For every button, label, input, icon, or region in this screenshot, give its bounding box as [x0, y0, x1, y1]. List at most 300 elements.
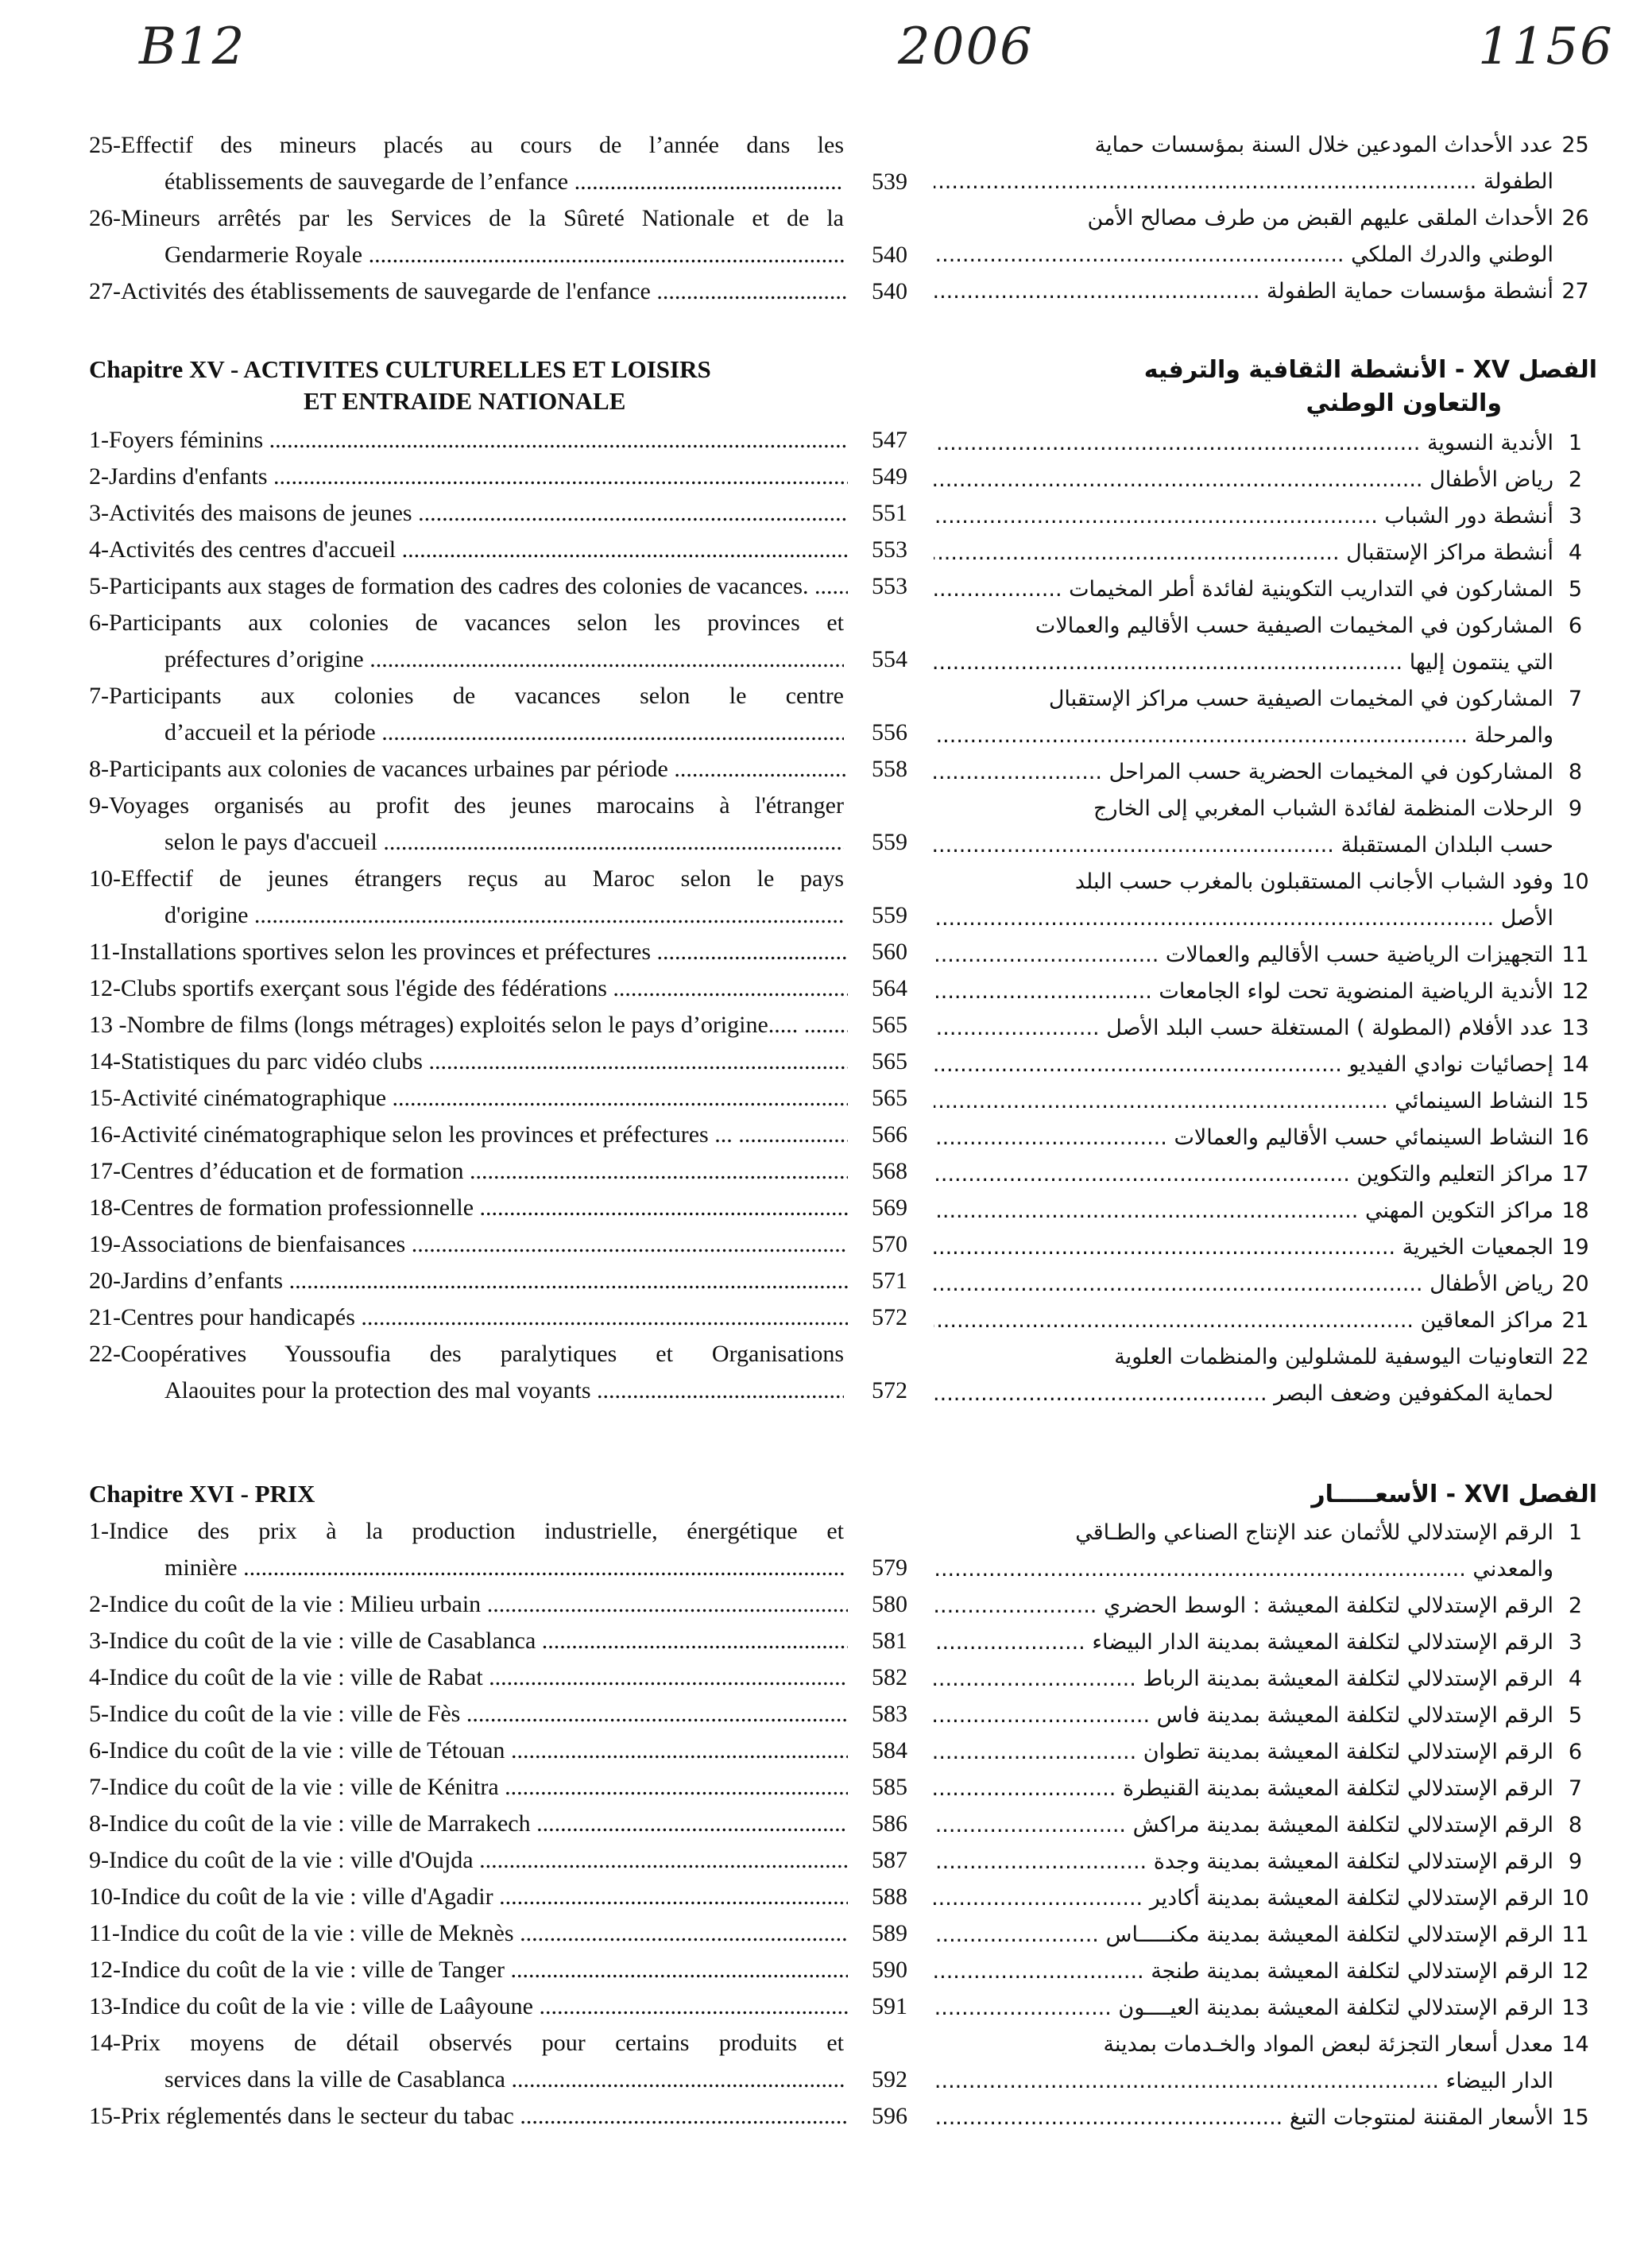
toc-entry-title-cont [934, 645, 1553, 681]
toc-entry-title-cont-text: والمعدني [1472, 1557, 1553, 1582]
toc-entry-title [89, 1952, 848, 1988]
toc-entry-title [934, 1156, 1553, 1193]
toc-entry-title [89, 2098, 848, 2135]
toc-entry-title-text: 17-Centres d’éducation et de formation [89, 1158, 464, 1184]
toc-entry-ar [934, 1734, 1597, 1771]
page-number: 589 [872, 1920, 907, 1946]
toc-entry-title-text: 22-Coopératives Youssoufia des paralytiques et Organisations [89, 1341, 844, 1367]
toc-entry-title [934, 571, 1553, 608]
toc-entry-title-text: 26-Mineurs arrêtés par les Services de la Sûreté Nationale et de la [89, 205, 844, 231]
toc-entry-title-text: 1-Indice des prix à la production industrielle, énergétique et [89, 1518, 844, 1544]
leader-dots [386, 1085, 848, 1111]
toc-entry-title-cont-text: d’accueil et la période [164, 719, 376, 745]
toc-entry-title [89, 1263, 848, 1299]
entry-number: 7 [1568, 687, 1583, 711]
toc-entry-title-text: مراكز التعليم والتكوين [1356, 1162, 1553, 1187]
toc-entry-title-text: المشاركون في التداريب التكوينية لفائدة أطر المخيمات [1069, 577, 1553, 602]
page-number: 553 [872, 536, 907, 563]
toc-entry-title [89, 1586, 848, 1623]
fr-chapter-15-entries [89, 422, 907, 1409]
toc-entry-title-text: الرقم الإستدلالي لتكلفة المعيشة بمدينة فاس [1156, 1703, 1553, 1728]
toc-entry-title [89, 861, 844, 897]
toc-entry-title-text: 10-Indice du coût de la vie : ville d'Agadir [89, 1884, 493, 1910]
toc-entry-fr [89, 1915, 907, 1952]
leader-dots [464, 1158, 848, 1184]
toc-entry-title-text: 9-Voyages organisés au profit des jeunes marocains à l'étranger [89, 792, 844, 819]
toc-entry-title-text: 18-Centres de formation professionnelle [89, 1194, 474, 1221]
leader-dots [651, 939, 848, 965]
leader-dots [377, 829, 844, 855]
toc-entry-title-cont [89, 897, 844, 934]
toc-entry-fr [89, 1513, 907, 1586]
toc-entry-title [934, 608, 1553, 645]
toc-entry-title-cont [934, 1551, 1553, 1588]
leader-dots [934, 1667, 1143, 1691]
page-number: 565 [872, 1085, 907, 1111]
toc-entry-title-text: الرقم الإستدلالي لتكلفة المعيشة بمدينة الرباط [1143, 1667, 1553, 1691]
toc-entry-title-text: 5-Participants aux stages de formation des cadres des colonies de vacances. [89, 573, 809, 599]
toc-entry-title-text: 6-Indice du coût de la vie : ville de Tétouan [89, 1737, 505, 1764]
ar-chapter-15-entries [934, 425, 1597, 1412]
toc-entry-ar [934, 1844, 1597, 1880]
toc-entry-title [934, 1661, 1553, 1698]
leader-dots [934, 1740, 1143, 1764]
toc-entry-title-text: النشاط السينمائي [1395, 1089, 1553, 1113]
leader-dots [934, 1996, 1118, 2020]
leader-dots [248, 902, 844, 928]
toc-entry-title [934, 1917, 1553, 1953]
toc-entry-title-cont-text: لحماية المكفوفين وضعف البصر [1274, 1381, 1553, 1406]
toc-entry-title [89, 788, 844, 824]
entry-number: 2 [1568, 467, 1583, 492]
entry-number: 8 [1568, 1813, 1583, 1837]
leader-dots [934, 1162, 1356, 1187]
toc-entry-title [89, 1513, 844, 1550]
leader-dots [505, 1737, 848, 1764]
toc-entry-ar [934, 1083, 1597, 1120]
toc-entry-title [934, 1010, 1553, 1047]
leader-dots [934, 1776, 1123, 1801]
toc-entry-title-cont-text: الوطني والدرك الملكي [1351, 242, 1553, 267]
handwritten-note-left: B12 [139, 17, 246, 76]
leader-dots [423, 1048, 848, 1074]
toc-entry-ar [934, 571, 1597, 608]
toc-entry-title-text: 1-Foyers féminins [89, 427, 264, 453]
leader-dots [460, 1701, 848, 1727]
toc-entry-title-cont-text: حسب البلدان المستقبلة [1341, 833, 1553, 858]
leader-dots [364, 646, 844, 672]
toc-entry-title-text: الرقم الإستدلالي للأثمان عند الإنتاج الصناعي والطـاقي [1075, 1520, 1553, 1545]
toc-entry-title-text: معدل أسعار التجزئة لبعض المواد والخـدمات بمدينة [1103, 2032, 1553, 2057]
toc-entry-title [934, 1193, 1553, 1229]
leader-dots [934, 723, 1475, 748]
page-number: 540 [872, 278, 907, 304]
toc-entry-title [89, 200, 844, 237]
toc-entry-title [89, 2025, 844, 2062]
toc-entry-fr [89, 751, 907, 788]
toc-entry-title-cont [934, 2063, 1553, 2100]
toc-entry-ar [934, 1156, 1597, 1193]
leader-dots [934, 577, 1069, 602]
toc-entry-ar [934, 1339, 1597, 1412]
page-number: 590 [872, 1957, 907, 1983]
entry-number: 22 [1561, 1345, 1589, 1369]
toc-entry-title [934, 1953, 1553, 1990]
toc-entry-title-cont-text: selon le pays d'accueil [164, 829, 377, 855]
toc-entry-fr [89, 127, 907, 200]
toc-entry-title-text: الرقم الإستدلالي لتكلفة المعيشة بمدينة العيــــون [1118, 1996, 1553, 2020]
leader-dots [934, 979, 1159, 1004]
toc-entry-title-text: 4-Indice du coût de la vie : ville de Rabat [89, 1664, 483, 1690]
toc-entry-ar [934, 200, 1597, 273]
fr-chapter-15-title-line2: ET ENTRAIDE NATIONALE [304, 387, 626, 415]
toc-entry-title-text: 13 -Nombre de films (longs métrages) exploités selon le pays d’origine..... [89, 1012, 799, 1038]
toc-entry-title-text: 14-Statistiques du parc vidéo clubs [89, 1048, 423, 1074]
toc-entry-fr [89, 1988, 907, 2025]
toc-entry-title-text: 8-Indice du coût de la vie : ville de Marrakech [89, 1810, 531, 1837]
toc-entry-fr [89, 934, 907, 970]
leader-dots [934, 1381, 1274, 1406]
leader-dots [481, 1591, 848, 1617]
toc-entry-fr [89, 2025, 907, 2098]
toc-entry-fr [89, 1190, 907, 1226]
toc-entry-title-text: 15-Activité cinématographique [89, 1085, 387, 1111]
leader-dots [934, 1235, 1402, 1260]
page-number: 571 [872, 1268, 907, 1294]
fr-top-entries [89, 127, 907, 310]
leader-dots [263, 427, 848, 453]
leader-dots [934, 1198, 1365, 1223]
toc-entry-title [934, 1807, 1553, 1844]
toc-entry-fr [89, 970, 907, 1007]
toc-entry-title [89, 1659, 848, 1696]
toc-entry-title-cont [89, 824, 844, 861]
toc-entry-title-cont [934, 827, 1553, 864]
toc-entry-ar [934, 425, 1597, 462]
toc-entry-ar [934, 1807, 1597, 1844]
leader-dots [934, 833, 1341, 858]
entry-number: 4 [1568, 540, 1583, 565]
page-number: 569 [872, 1194, 907, 1221]
page-number: 559 [872, 902, 907, 928]
toc-entry-title-text: 2-Indice du coût de la vie : Milieu urbain [89, 1591, 482, 1617]
toc-entry-title-text: 15-Prix réglementés dans le secteur du tabac [89, 2103, 514, 2129]
page-number: 592 [872, 2066, 907, 2093]
toc-entry-title-text: 7-Participants aux colonies de vacances selon le centre [89, 683, 844, 709]
toc-entry-ar [934, 1120, 1597, 1156]
toc-entry-title-text: المشاركون في المخيمات الحضرية حسب المراحل [1108, 760, 1553, 784]
leader-dots [934, 943, 1166, 967]
entry-number: 25 [1561, 133, 1589, 157]
toc-entry-ar [934, 754, 1597, 791]
toc-entry-title-text: الرقم الإستدلالي لتكلفة المعيشة بمدينة مكنـــــاس [1105, 1922, 1553, 1947]
toc-entry-ar [934, 462, 1597, 498]
toc-entry-ar [934, 1990, 1597, 2027]
leader-dots [283, 1268, 848, 1294]
handwritten-note-right: 1156 [1478, 17, 1614, 76]
page-number: 586 [872, 1810, 907, 1837]
entry-number: 7 [1568, 1776, 1583, 1801]
leader-dots [934, 1272, 1430, 1296]
leader-dots [568, 168, 844, 195]
entry-number: 15 [1561, 2105, 1589, 2130]
toc-entry-title-cont-text: Gendarmerie Royale [164, 242, 363, 268]
toc-entry-title-text: 3-Indice du coût de la vie : ville de Casablanca [89, 1628, 536, 1654]
toc-entry-title [934, 1120, 1553, 1156]
toc-entry-title [934, 1339, 1553, 1376]
toc-entry-title-cont [89, 1550, 844, 1586]
toc-entry-ar [934, 1588, 1597, 1624]
ar-chapter-16 [934, 1478, 1597, 2136]
toc-entry-fr [89, 1336, 907, 1409]
toc-entry-fr [89, 1769, 907, 1806]
entry-number: 14 [1561, 1052, 1589, 1077]
toc-entry-title-text: أنشطة مؤسسات حماية الطفولة [1267, 279, 1553, 304]
toc-entry-title-text: الأندية النسوية [1426, 431, 1553, 455]
leader-dots [934, 1557, 1472, 1582]
toc-entry-fr [89, 273, 907, 310]
entry-number: 12 [1561, 979, 1589, 1004]
toc-entry-title-text: 12-Indice du coût de la vie : ville de Tanger [89, 1957, 505, 1983]
toc-entry-title [934, 498, 1553, 535]
leader-dots [536, 1628, 848, 1654]
leader-dots [268, 463, 848, 490]
leader-dots [651, 278, 848, 304]
page-number: 547 [872, 427, 907, 453]
leader-dots [934, 2105, 1290, 2130]
toc-entry-fr [89, 1153, 907, 1190]
toc-entry-title-text: الرقم الإستدلالي لتكلفة المعيشة بمدينة الدار البيضاء [1092, 1630, 1553, 1655]
entry-number: 1 [1568, 1520, 1583, 1545]
entry-number: 2 [1568, 1593, 1583, 1618]
toc-entry-title-text: أنشطة دور الشباب [1384, 504, 1553, 528]
toc-entry-title-text: الرقم الإستدلالي لتكلفة المعيشة بمدينة تطوان [1143, 1740, 1553, 1764]
toc-entry-fr [89, 1879, 907, 1915]
toc-entry-title [89, 1696, 848, 1733]
toc-entry-title-cont-text: الدار البيضاء [1445, 2069, 1553, 2093]
toc-entry-title-text: 27-Activités des établissements de sauvegarde de l'enfance [89, 278, 651, 304]
toc-entry-title-text: المشاركون في المخيمات الصيفية حسب مراكز الإستقبال [1048, 687, 1553, 711]
toc-entry-title [89, 495, 848, 532]
entry-number: 5 [1568, 1703, 1583, 1728]
leader-dots [934, 169, 1484, 194]
ar-chapter-15-title-line2: والتعاون الوطني [1306, 389, 1502, 417]
ar-chapter-15-title [934, 354, 1597, 420]
toc-entry-fr [89, 422, 907, 459]
page-number: 560 [872, 939, 907, 965]
entry-number: 13 [1561, 1996, 1589, 2020]
toc-entry-title [89, 1915, 848, 1952]
entry-number: 21 [1561, 1308, 1589, 1333]
fr-chapter-16-entries [89, 1513, 907, 2135]
toc-entry-title [89, 568, 848, 605]
page-number: 584 [872, 1737, 907, 1764]
toc-entry-title-text: الرقم الإستدلالي لتكلفة المعيشة بمدينة أكادير [1149, 1886, 1553, 1911]
toc-entry-title [89, 1007, 848, 1043]
toc-entry-title-cont-text: préfectures d’origine [164, 646, 364, 672]
page-number: 554 [872, 646, 907, 672]
toc-entry-title [89, 751, 848, 788]
leader-dots [934, 540, 1346, 565]
toc-entry-title-text: وفود الشباب الأجانب المستقبلون بالمغرب حسب البلد [1074, 869, 1553, 894]
toc-entry-title-cont [934, 900, 1553, 937]
toc-entry-fr [89, 1586, 907, 1623]
page-number: 579 [872, 1554, 907, 1581]
toc-entry-title [934, 1771, 1553, 1807]
toc-entry-title-text: الجمعيات الخيرية [1402, 1235, 1553, 1260]
toc-entry-ar [934, 1515, 1597, 1588]
entry-number: 27 [1561, 279, 1589, 304]
entry-number: 12 [1561, 1959, 1589, 1984]
entry-number: 3 [1568, 1630, 1583, 1655]
entry-number: 16 [1561, 1125, 1589, 1150]
toc-entry-title-text: 4-Activités des centres d'accueil [89, 536, 397, 563]
toc-entry-title-text: الأسعار المقننة لمنتوجات التبغ [1289, 2105, 1553, 2130]
toc-entry-title [934, 754, 1553, 791]
toc-entry-fr [89, 1043, 907, 1080]
toc-entry-title [934, 1303, 1553, 1339]
page-number: 583 [872, 1701, 907, 1727]
toc-entry-title [934, 791, 1553, 827]
leader-dots [238, 1554, 844, 1581]
toc-entry-title [934, 127, 1553, 164]
ar-chapter-15 [934, 354, 1597, 1412]
toc-entry-title-text: 21-Centres pour handicapés [89, 1304, 355, 1330]
toc-entry-fr [89, 1696, 907, 1733]
toc-entry-title-cont [89, 1372, 844, 1409]
leader-dots [405, 1231, 848, 1257]
toc-entry-fr [89, 861, 907, 934]
toc-entry-title-text: رياض الأطفال [1430, 467, 1553, 492]
toc-entry-title [934, 1624, 1553, 1661]
leader-dots [934, 906, 1501, 931]
toc-entry-ar [934, 127, 1597, 200]
toc-entry-title-cont [934, 164, 1553, 200]
toc-entry-title-text: مراكز التكوين المهني [1364, 1198, 1553, 1223]
toc-entry-title [89, 1336, 844, 1372]
toc-entry-title [934, 1990, 1553, 2027]
page-number: 596 [872, 2103, 907, 2129]
page-number: 570 [872, 1231, 907, 1257]
leader-dots [934, 1959, 1151, 1984]
leader-dots [934, 1886, 1150, 1911]
toc-entry-title-cont-text: Alaouites pour la protection des mal voyants [164, 1377, 591, 1403]
toc-entry-title-text: النشاط السينمائي حسب الأقاليم والعمالات [1174, 1125, 1553, 1150]
toc-entry-title-text: التجهيزات الرياضية حسب الأقاليم والعمالات [1165, 943, 1553, 967]
toc-entry-title [89, 1806, 848, 1842]
page-number: 540 [872, 242, 907, 268]
toc-entry-ar [934, 681, 1597, 754]
toc-entry-ar [934, 2027, 1597, 2100]
toc-entry-title [89, 1117, 848, 1153]
page-number: 564 [872, 975, 907, 1001]
leader-dots [934, 1849, 1154, 1874]
toc-entry-fr [89, 788, 907, 861]
toc-entry-title-cont-text: d'origine [164, 902, 249, 928]
fr-chapter-16 [89, 1478, 907, 2135]
toc-entry-ar [934, 1303, 1597, 1339]
page-number: 572 [872, 1377, 907, 1403]
toc-entry-fr [89, 1080, 907, 1117]
fr-chapter-16-title-line1: Chapitre XVI - PRIX [89, 1480, 315, 1508]
leader-dots [934, 1052, 1348, 1077]
toc-entry-title [89, 1988, 848, 2025]
leader-dots [474, 1847, 848, 1873]
leader-dots [412, 500, 848, 526]
entry-number: 5 [1568, 577, 1583, 602]
toc-entry-title-text: 2-Jardins d'enfants [89, 463, 268, 490]
toc-entry-title [934, 937, 1553, 974]
entry-number: 9 [1568, 1849, 1583, 1874]
entry-number: 1 [1568, 431, 1583, 455]
toc-entry-ar [934, 864, 1597, 937]
toc-entry-title-text: الأحداث الملقى عليهم القبض من طرف مصالح الأمن [1087, 206, 1553, 230]
ar-chapter-15-title-line1: الفصل XV - الأنشطة الثقافية والترفيه [1143, 356, 1597, 384]
toc-entry-title [934, 1880, 1553, 1917]
toc-entry-title-text: المشاركون في المخيمات الصيفية حسب الأقاليم والعمالات [1035, 614, 1553, 638]
toc-entry-title-text: 12-Clubs sportifs exerçant sous l'égide des fédérations [89, 975, 607, 1001]
page-number: 587 [872, 1847, 907, 1873]
toc-entry-title-text: 10-Effectif de jeunes étrangers reçus au Maroc selon le pays [89, 865, 844, 892]
toc-entry-title [934, 1083, 1553, 1120]
toc-entry-title-text: 25-Effectif des mineurs placés au cours de l’année dans les [89, 132, 844, 158]
entry-number: 10 [1561, 1886, 1589, 1911]
toc-entry-title-cont-text: التي ينتمون إليها [1409, 650, 1553, 675]
entry-number: 14 [1561, 2032, 1589, 2057]
toc-entry-title-text: 19-Associations de bienfaisances [89, 1231, 406, 1257]
toc-entry-ar [934, 791, 1597, 864]
toc-entry-ar [934, 1771, 1597, 1807]
toc-entry-title-cont-text: minière [164, 1554, 238, 1581]
page-number: 566 [872, 1121, 907, 1148]
leader-dots [934, 650, 1410, 675]
toc-entry-fr [89, 1263, 907, 1299]
toc-entry-title [89, 605, 844, 641]
toc-entry-title-cont-text: services dans la ville de Casablanca [164, 2066, 505, 2093]
leader-dots [396, 536, 848, 563]
entry-number: 19 [1561, 1235, 1589, 1260]
toc-entry-fr [89, 568, 907, 605]
leader-dots [514, 2103, 848, 2129]
toc-entry-ar [934, 273, 1597, 310]
toc-entry-title-text: 13-Indice du coût de la vie : ville de Laâyoune [89, 1993, 533, 2019]
toc-entry-title-text: عدد الأحداث المودعين خلال السنة بمؤسسات حماية [1094, 133, 1553, 157]
page-number: 585 [872, 1774, 907, 1800]
ar-chapter-16-entries [934, 1515, 1597, 2136]
toc-entry-title [89, 459, 848, 495]
page-number: 581 [872, 1628, 907, 1654]
toc-entry-title-cont [934, 718, 1553, 754]
fr-chapter-15 [89, 354, 907, 1409]
toc-entry-title [934, 1266, 1553, 1303]
toc-entry-title-text: 8-Participants aux colonies de vacances urbaines par période [89, 756, 668, 782]
toc-entry-title [89, 1299, 848, 1336]
leader-dots [483, 1664, 848, 1690]
entry-number: 11 [1561, 943, 1589, 967]
leader-dots [474, 1194, 848, 1221]
page-number: 580 [872, 1591, 907, 1617]
toc-entry-title-text: 11-Installations sportives selon les provinces et préfectures [89, 939, 652, 965]
leader-dots [809, 573, 848, 599]
toc-entry-ar [934, 1661, 1597, 1698]
toc-entry-title-text: الرقم الإستدلالي لتكلفة المعيشة بمدينة مراكش [1132, 1813, 1553, 1837]
leader-dots [934, 1593, 1104, 1618]
toc-entry-title-text: الرقم الإستدلالي لتكلفة المعيشة بمدينة وجدة [1153, 1849, 1553, 1874]
leader-dots [505, 1957, 848, 1983]
leader-dots [798, 1012, 848, 1038]
leader-dots [499, 1774, 848, 1800]
toc-entry-ar [934, 2100, 1597, 2136]
